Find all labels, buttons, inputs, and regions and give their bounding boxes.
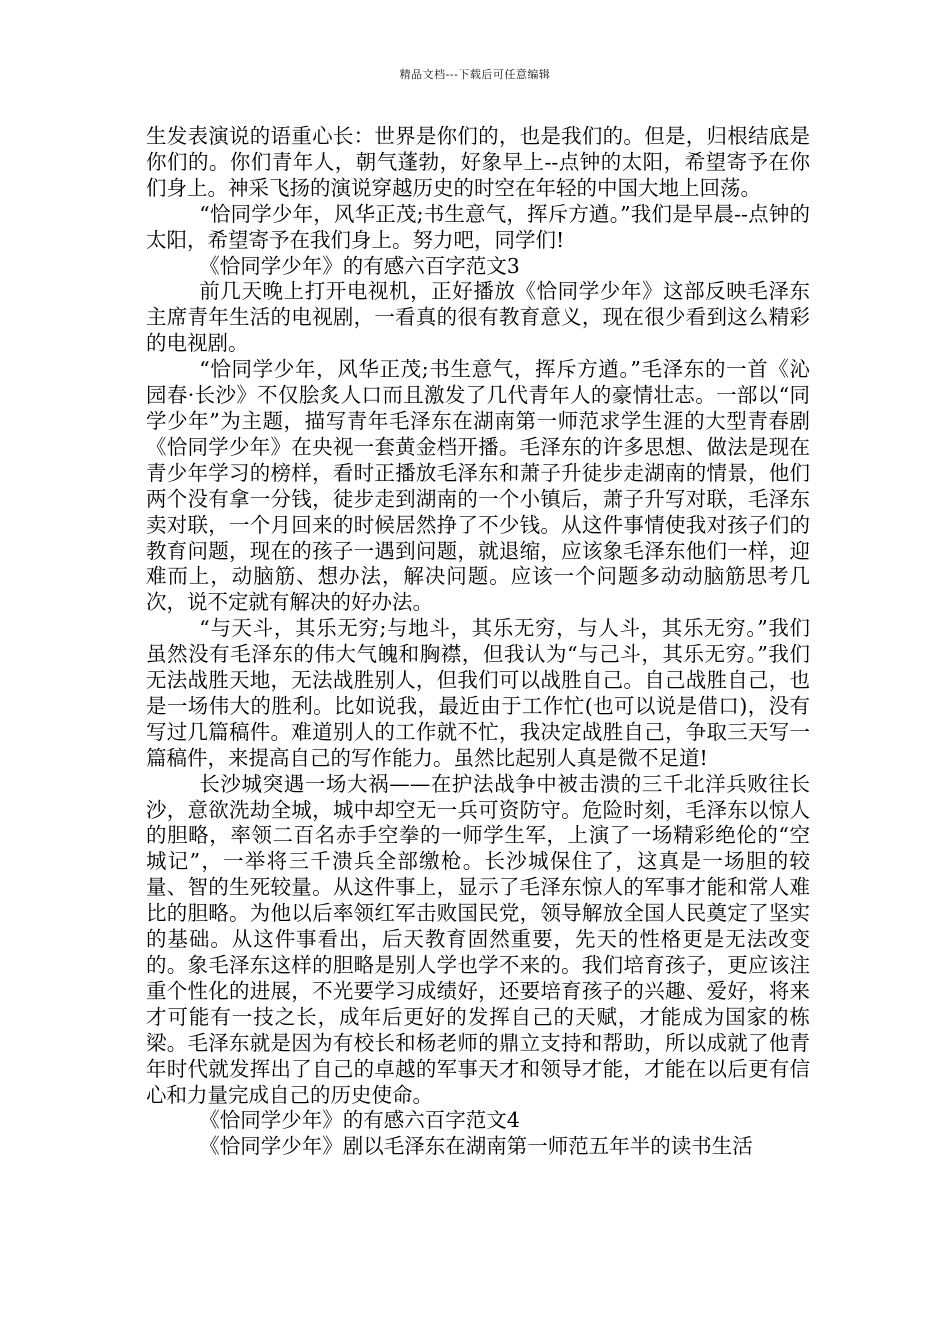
- section-heading: 《恰同学少年》的有感六百字范文3: [199, 253, 520, 278]
- paragraph: 生发表演说的语重心长：世界是你们的，也是我们的。但是，归根结底是你们的。你们青年人，朝气蓬勃，好象早上--点钟的太阳，希望寄予在你们身上。神采飞扬的演说穿越历史的时空在年轻的中国大地上回荡。: [146, 124, 810, 200]
- paragraph: “恰同学少年，风华正茂;书生意气，挥斥方遒。”毛泽东的一首《沁园春·长沙》不仅脍炙人口而且激发了几代青年人的豪情壮志。一部以“同学少年”为主题，描写青年毛泽东在湖南第一师范求学生涯的大型青春剧《恰同学少年》在央视一套黄金档开播。毛泽东的许多思想、做法是现在青少年学习的榜样，看时正播放毛泽东和萧子升徒步走湖南的情景，他们两个没有拿一分钱，徒步走到湖南的一个小镇后，萧子升写对联，毛泽东卖对联，一个月回来的时候居然挣了不少钱。从这件事情使我对孩子们的教育问题，现在的孩子一遇到问题，就退缩，应该象毛泽东他们一样，迎难而上，动脑筋、想办法，解决问题。应该一个问题多动动脑筋思考几次，说不定就有解决的好办法。: [146, 357, 810, 615]
- paragraph: 前几天晚上打开电视机，正好播放《恰同学少年》这部反映毛泽东主席青年生活的电视剧，一看真的很有教育意义，现在很少看到这么精彩的电视剧。: [146, 279, 810, 356]
- document-body: [146, 124, 810, 1160]
- paragraph: “与天斗，其乐无穷;与地斗，其乐无穷，与人斗，其乐无穷。”我们虽然没有毛泽东的伟大气魄和胸襟，但我认为“与己斗，其乐无穷。”我们无法战胜天地，无法战胜别人，但我们可以战胜自己。自己战胜自己，也是一场伟大的胜利。比如说我，最近由于工作忙(也可以说是借口)，没有写过几篇稿件。难道别人的工作就不忙，我决定战胜自己，争取三天写一篇稿件，来提高自己的写作能力。虽然比起别人真是微不足道!: [146, 616, 810, 770]
- page-header: 精品文档---下载后可任意编辑: [399, 68, 551, 81]
- paragraph: 《恰同学少年》剧以毛泽东在湖南第一师范五年半的读书生活: [199, 1134, 753, 1159]
- section-heading: 《恰同学少年》的有感六百字范文4: [199, 1108, 520, 1133]
- paragraph: “恰同学少年，风华正茂;书生意气，挥斥方遒。”我们是早晨--点钟的太阳，希望寄予在我们身上。努力吧，同学们!: [146, 201, 810, 252]
- paragraph: 长沙城突遇一场大祸——在护法战争中被击溃的三千北洋兵败往长沙，意欲洗劫全城，城中却空无一兵可资防守。危险时刻，毛泽东以惊人的胆略，率领二百名赤手空拳的一师学生军，上演了一场精彩绝伦的“空城记”，一举将三千溃兵全部缴枪。长沙城保住了，这真是一场胆的较量、智的生死较量。从这件事上，显示了毛泽东惊人的军事才能和常人难比的胆略。为他以后率领红军击败国民党，领导解放全国人民奠定了坚实的基础。从这件事看出，后天教育固然重要，先天的性格更是无法改变的。象毛泽东这样的胆略是别人学也学不来的。我们培育孩子，更应该注重个性化的进展，不光要学习成绩好，还要培育孩子的兴趣、爱好，将来才可能有一技之长，成年后更好的发挥自己的天赋，才能成为国家的栋梁。毛泽东就是因为有校长和杨老师的鼎立支持和帮助，所以成就了他青年时代就发挥出了自己的卓越的军事天才和领导才能，才能在以后更有信心和力量完成自己的历史使命。: [146, 771, 810, 1107]
